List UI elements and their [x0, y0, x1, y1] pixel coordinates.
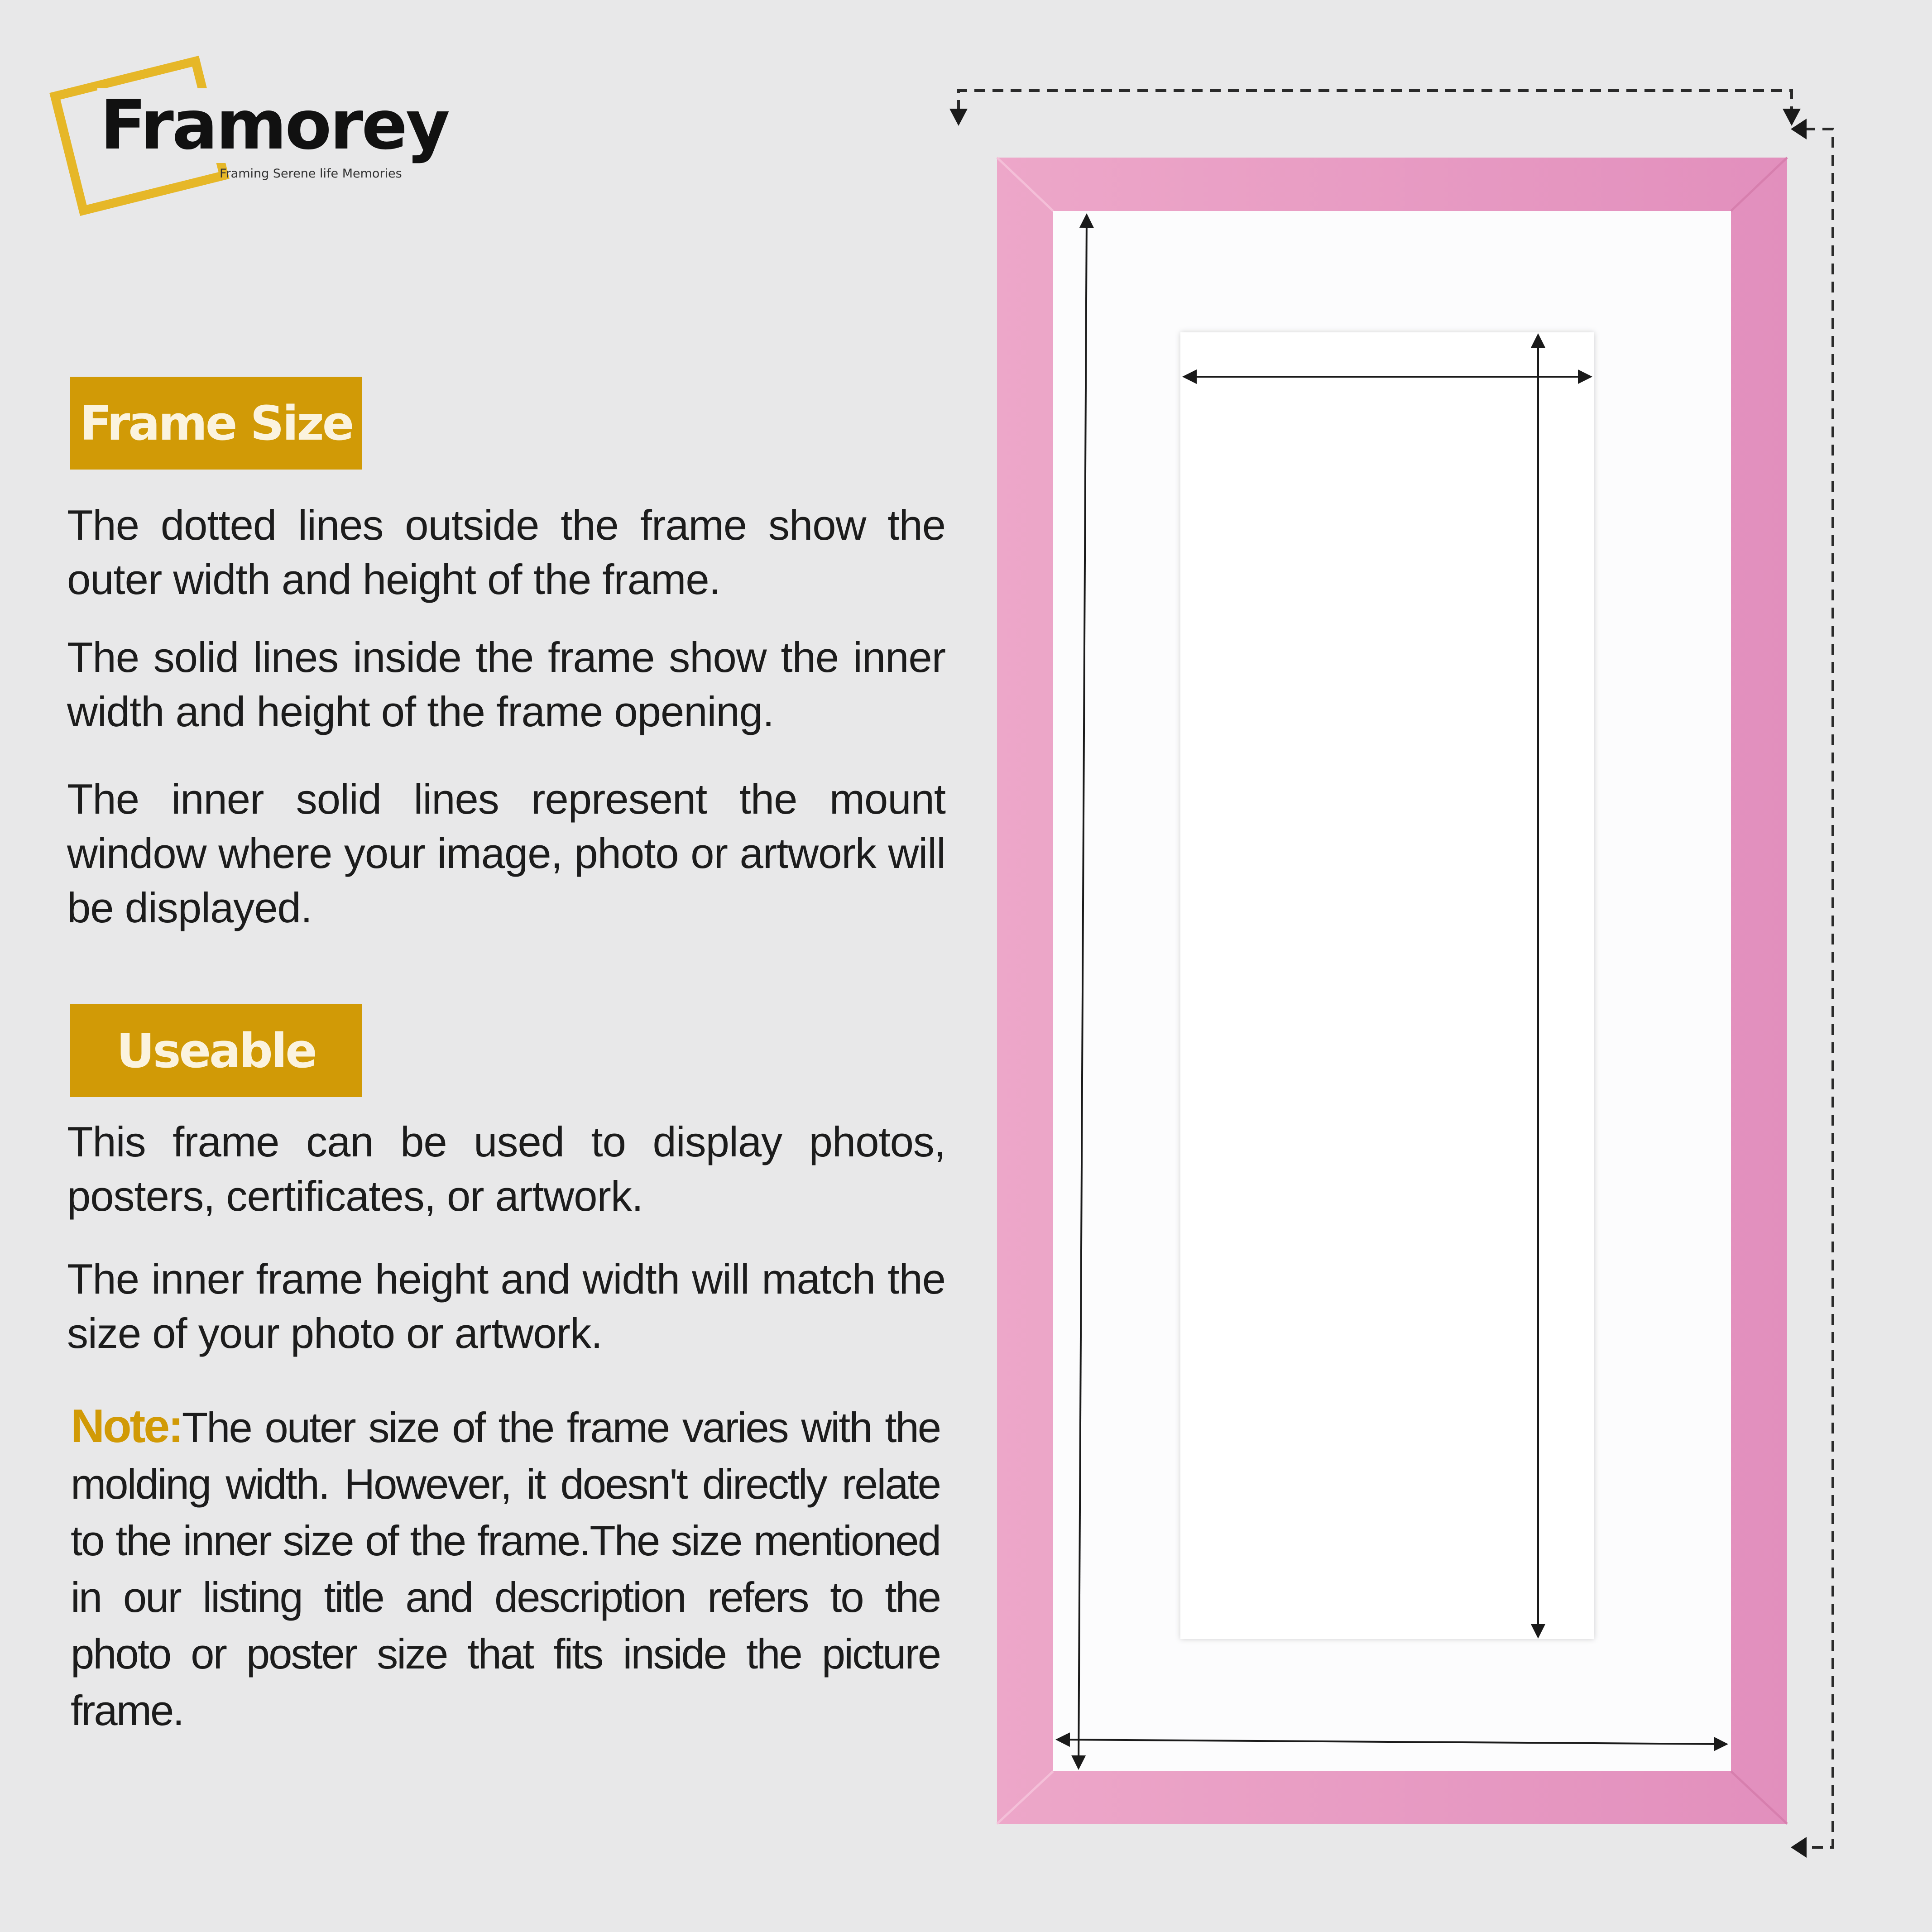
useable-paragraph-match: The inner frame height and width will match the size of your photo or artwork.	[67, 1255, 945, 1357]
frame-size-heading: Frame Size	[70, 377, 362, 470]
note-label: Note:	[71, 1400, 182, 1453]
mount-window	[1180, 332, 1594, 1639]
note-text: The outer size of the frame varies with the molding width. However, it doesn't directly relate to the inner size of the frame.The size mentioned in our listing title and description refers to the photo or poster size that fits inside the picture frame.	[71, 1404, 940, 1734]
useable-heading: Useable	[70, 1004, 362, 1097]
frame-diagram	[928, 68, 1902, 1902]
brand-tagline: Framing Serene life Memories	[220, 167, 402, 181]
frame-diagram-svg	[928, 68, 1902, 1902]
useable-paragraph-uses: This frame can be used to display photos, posters, certificates, or artwork.	[67, 1118, 945, 1220]
frame-size-paragraph-outer: The dotted lines outside the frame show the outer width and height of the frame.	[67, 501, 945, 603]
brand-logo	[50, 45, 457, 217]
note-paragraph	[71, 1398, 940, 1739]
frame-size-paragraph-mount: The inner solid lines represent the mount window where your image, photo or artwork will be displayed.	[67, 775, 945, 931]
brand-name: Framorey	[97, 88, 451, 163]
frame-size-paragraph-inner: The solid lines inside the frame show the inner width and height of the frame opening.	[67, 633, 945, 735]
